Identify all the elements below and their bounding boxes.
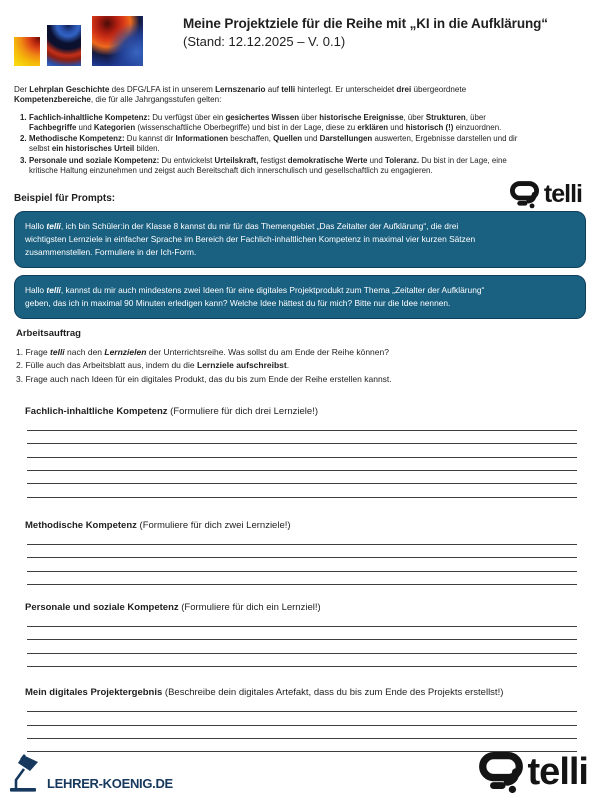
text-segment: Fachlich-inhaltliche Kompetenz: — [29, 113, 151, 122]
arbeitsauftrag-item — [16, 373, 586, 386]
write-lines — [27, 532, 577, 585]
text-segment: . — [286, 360, 290, 371]
write-lines — [27, 418, 577, 498]
section-hint: (Formuliere für dich drei Lernziele!) — [167, 405, 319, 417]
write-line — [27, 572, 577, 585]
page-title: Meine Projektziele für die Reihe mit „KI in die Aufklärung“ — [183, 16, 548, 31]
text-segment: und — [388, 122, 406, 132]
text-segment: Fachbegriffe — [29, 122, 77, 132]
write-line — [27, 558, 577, 571]
section-hint: (Beschreibe dein digitales Artefakt, dass du bis zum Ende des Projekts erstellst!) — [162, 686, 504, 698]
text-segment: des DFG/LFA ist in unserem — [109, 85, 216, 94]
arbeitsauftrag-item — [16, 359, 586, 372]
write-line — [27, 458, 577, 471]
text-segment: Darstellungen — [319, 134, 373, 144]
text-segment: telli — [46, 285, 61, 296]
write-line — [27, 640, 577, 653]
text-segment: Urteilskraft, — [214, 155, 259, 165]
text-segment: Kategorien — [93, 122, 136, 132]
text-segment: telli — [50, 347, 65, 358]
prompts-row — [14, 177, 586, 209]
text-segment: kritische Haltung einzunehmen und zeigst auch Bereitschaft dich innerschulisch und gesellschaftlich zu engagieren. — [29, 165, 433, 175]
text-segment: Lernszenario — [215, 85, 266, 94]
text-segment: Lehrplan Geschichte — [29, 85, 110, 94]
section-title: Methodische Kompetenz — [25, 519, 137, 531]
telli-logo-footer — [479, 751, 588, 794]
write-line — [27, 532, 577, 545]
write-sections — [14, 406, 586, 752]
text-segment: erklären — [357, 122, 389, 132]
text-segment: Informationen — [175, 134, 229, 144]
write-line — [27, 699, 577, 712]
text-segment: Personale und soziale Kompetenz: — [29, 155, 160, 165]
text-segment: Quellen — [273, 134, 303, 144]
text-segment: 2. Fülle auch das Arbeitsblatt aus, indem du die — [16, 360, 197, 371]
text-segment: festigst — [258, 155, 288, 165]
section-hint: (Formuliere für dich ein Lernziel!) — [178, 601, 321, 613]
footer — [8, 751, 588, 794]
text-segment: nach den — [64, 347, 105, 358]
text-segment: , über — [403, 113, 426, 122]
header — [14, 12, 586, 74]
text-segment: und — [367, 155, 385, 165]
text-segment: hinterlegt. Er unterscheidet — [295, 85, 397, 94]
write-section — [25, 687, 577, 752]
write-line — [27, 471, 577, 484]
competency-number: 1. — [20, 113, 27, 122]
text-segment: telli — [281, 85, 296, 94]
text-segment: Du kannst dir — [124, 134, 176, 144]
text-segment: beschaffen, — [228, 134, 274, 144]
lehrer-koenig-logo — [8, 753, 173, 793]
competency-list — [14, 113, 586, 175]
text-segment: Du verfügst über ein — [150, 113, 226, 122]
competency-item — [14, 134, 586, 153]
competency-text — [29, 156, 586, 175]
text-segment: der Unterrichtsreihe. Was sollst du am Ende der Reihe können? — [146, 347, 389, 358]
dfg-lfa-logo — [14, 14, 143, 66]
text-segment: zusammenstellen. Formuliere in der Ich-Form. — [25, 247, 197, 258]
text-segment: Lernzielen — [104, 347, 147, 358]
text-segment: , kannst du mir auch mindestens zwei Ideen für eine digitales Projektprodukt zum Thema „Zeitalter der Aufklärung“ — [60, 285, 485, 296]
text-segment: übergeordnete — [411, 85, 467, 94]
lehrer-koenig-text: LEHRER-KOENIG.DE — [47, 775, 173, 791]
write-line — [27, 444, 577, 457]
text-segment: geben, das ich in maximal 90 Minuten erledigen kann? Welche Idee hättest du für mich? Bitte nur die Idee nennen. — [25, 298, 451, 309]
text-segment: 1. Frage — [16, 347, 51, 358]
arbeitsauftrag-heading: Arbeitsauftrag — [16, 328, 81, 340]
text-segment: drei — [396, 85, 412, 94]
text-segment: Toleranz. — [384, 155, 420, 165]
text-segment: und — [76, 122, 94, 132]
competency-item — [14, 156, 586, 175]
competency-text — [29, 113, 586, 132]
prompt-box-2 — [14, 275, 586, 319]
text-segment: 3. Frage auch nach Ideen für ein digitales Produkt, das du bis zum Ende der Reihe erstellen kannst. — [16, 373, 392, 384]
write-line — [27, 627, 577, 640]
logo-square-yellow — [14, 37, 40, 66]
text-segment: telli — [46, 221, 61, 232]
text-segment: Methodische Kompetenz: — [29, 134, 125, 144]
text-segment: und — [302, 134, 320, 144]
text-segment: Hallo — [25, 285, 47, 296]
text-segment: , ich bin Schüler:in der Klasse 8 kannst du mir für das Themengebiet „Das Zeitalter der Aufklärung“, die drei — [60, 221, 459, 232]
telli-icon — [510, 181, 539, 209]
text-segment: historische Ereignisse — [319, 113, 404, 122]
write-section — [25, 520, 577, 585]
text-segment: (wissenschaftliche Oberbegriffe) und bist in der Lage, diese zu — [135, 122, 358, 132]
text-segment: selbst — [29, 144, 52, 154]
text-segment: Strukturen — [425, 113, 466, 122]
section-title: Mein digitales Projektergebnis — [25, 686, 163, 698]
competency-number: 2. — [20, 134, 27, 144]
telli-logo — [510, 180, 582, 209]
section-heading — [25, 406, 577, 417]
desk-lamp-icon — [8, 753, 44, 793]
competency-number: 3. — [20, 155, 27, 165]
text-segment: Du entwickelst — [159, 155, 215, 165]
write-line — [27, 726, 577, 739]
telli-wordmark: telli — [527, 751, 588, 793]
text-segment: , die für alle Jahrgangsstufen gelten: — [90, 95, 222, 104]
logo-square-blue — [47, 25, 81, 66]
text-segment: ein historisches Urteil — [51, 144, 135, 154]
text-segment: Der — [14, 85, 30, 94]
text-segment: Du bist in der Lage, eine — [419, 155, 507, 165]
telli-icon — [479, 752, 523, 794]
write-section — [25, 406, 577, 498]
arbeitsauftrag-list — [14, 346, 586, 386]
write-lines — [27, 699, 577, 752]
logo-square-red — [92, 16, 143, 66]
write-line — [27, 614, 577, 627]
section-title: Fachlich-inhaltliche Kompetenz — [25, 405, 168, 417]
section-heading — [25, 687, 577, 698]
section-heading — [25, 602, 577, 613]
text-segment: auf — [265, 85, 282, 94]
write-line — [27, 431, 577, 444]
prompts-heading: Beispiel für Prompts: — [14, 193, 116, 205]
page-subtitle: (Stand: 12.12.2025 – V. 0.1) — [183, 34, 346, 49]
title-block — [183, 16, 548, 49]
write-line — [27, 712, 577, 725]
section-hint: (Formuliere für dich zwei Lernziele!) — [136, 519, 291, 531]
text-segment: auswerten, Ergebnisse darstellen und dir — [372, 134, 518, 144]
text-segment: bilden. — [134, 144, 160, 154]
text-segment: Kompetenzbereiche — [14, 95, 91, 104]
telli-wordmark: telli — [543, 180, 582, 209]
text-segment: , über — [465, 113, 486, 122]
competency-item — [14, 113, 586, 132]
text-segment: historisch (!) — [405, 122, 454, 132]
section-title: Personale und soziale Kompetenz — [25, 601, 179, 613]
arbeitsauftrag-item — [16, 346, 586, 359]
section-heading — [25, 520, 577, 531]
text-segment: Hallo — [25, 221, 47, 232]
write-line — [27, 654, 577, 667]
write-line — [27, 484, 577, 497]
prompt-box-1 — [14, 211, 586, 268]
write-line — [27, 545, 577, 558]
write-line — [27, 418, 577, 431]
text-segment: wichtigsten Lernziele in einfacher Sprache im Bereich der Fachlich-inhaltlichen Kompetenz in maximal vier kurzen Sätzen — [25, 234, 476, 245]
text-segment: gesichertes Wissen — [225, 113, 300, 122]
text-segment: über — [299, 113, 320, 122]
text-segment: demokratische Werte — [287, 155, 368, 165]
write-lines — [27, 614, 577, 667]
competency-text — [29, 134, 586, 153]
write-section — [25, 602, 577, 667]
text-segment: einzuordnen. — [453, 122, 502, 132]
intro-paragraph — [14, 85, 586, 105]
text-segment: Lernziele aufschreibst — [196, 360, 287, 371]
